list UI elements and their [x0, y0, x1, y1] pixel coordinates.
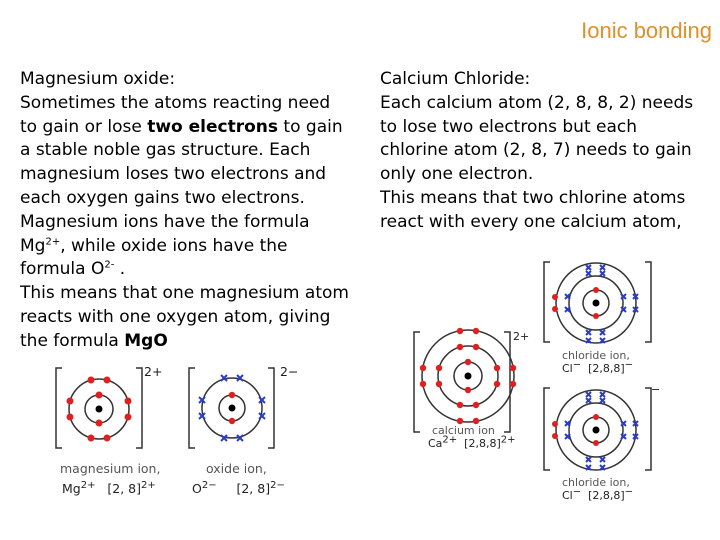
- mgo-text: Sometimes the atoms reacting need to gain or lose: [20, 92, 331, 137]
- cl1-caption: chloride ion,: [562, 349, 630, 362]
- calcium-ion-diagram: [414, 328, 516, 432]
- o-bracket-left: [189, 368, 195, 448]
- mg-bracket-right: [136, 368, 142, 448]
- o-sup: 2-: [104, 259, 115, 271]
- ca-bracket-right: [504, 332, 510, 432]
- cacl-heading: Calcium Chloride:: [380, 69, 531, 89]
- mgo-text-2: to gain a stable noble gas structure. Each magnesium loses two electrons and each oxygen gains two electrons. Magnesium ions have the formula Mg: [20, 116, 343, 256]
- ca-formula: $Ca^{2+}$ $[2,8,8]^{2+}$: [428, 434, 516, 450]
- chloride-ion-diagram-top: [544, 262, 651, 343]
- chloride-ion-diagram-bottom: [544, 388, 651, 470]
- mg-formula: $Mg^{2+}$ [2, 8]$^{2+}$: [62, 479, 156, 496]
- ca-charge: 2+: [513, 330, 530, 343]
- cacl-text: Each calcium atom (2, 8, 8, 2) needs to lose two electrons but each chlorine atom (2, 8, 7) needs to gain only one electron.: [380, 92, 694, 185]
- o-charge: 2−: [280, 364, 299, 379]
- ca-bracket-left: [414, 332, 420, 432]
- mgo-bold-electrons: two electrons: [147, 116, 279, 137]
- mgo-text-5: This means that one magnesium atom reacts with one oxygen atom, giving the formula: [20, 283, 349, 351]
- page-title: Ionic bonding: [581, 18, 712, 43]
- mg-bracket-left: [56, 368, 62, 448]
- o-nucleus: [229, 405, 236, 412]
- cacl-text-2: This means that two chlorine atoms react with every one calcium atom,: [380, 187, 686, 232]
- ca-nucleus: [465, 373, 472, 380]
- oxide-ion-diagram: [189, 368, 274, 448]
- cl2-caption: chloride ion,: [562, 476, 630, 489]
- o-caption: oxide ion,: [206, 461, 267, 476]
- magnesium-ion-diagram: [56, 368, 142, 448]
- cl2-formula: Cl− [2,8,8]−: [562, 486, 634, 502]
- mg-nucleus: [96, 406, 103, 413]
- ca-caption: calcium ion: [432, 424, 495, 437]
- cl1-formula: Cl− [2,8,8]−: [562, 359, 634, 375]
- mgo-heading: Magnesium oxide:: [20, 69, 176, 89]
- mg-charge: 2+: [144, 364, 163, 379]
- mgo-text-4: .: [114, 259, 126, 280]
- mg-caption: magnesium ion,: [60, 461, 161, 476]
- mgo-text-3: , while oxide ions have the formula O: [20, 235, 288, 280]
- cl-charge: −: [651, 383, 661, 396]
- mgo-formula-bold: MgO: [124, 330, 168, 351]
- o-formula: $O^{2-}$ [2, 8]$^{2-}$: [192, 479, 285, 496]
- mg-sup: 2+: [45, 235, 61, 247]
- o-bracket-right: [268, 368, 274, 448]
